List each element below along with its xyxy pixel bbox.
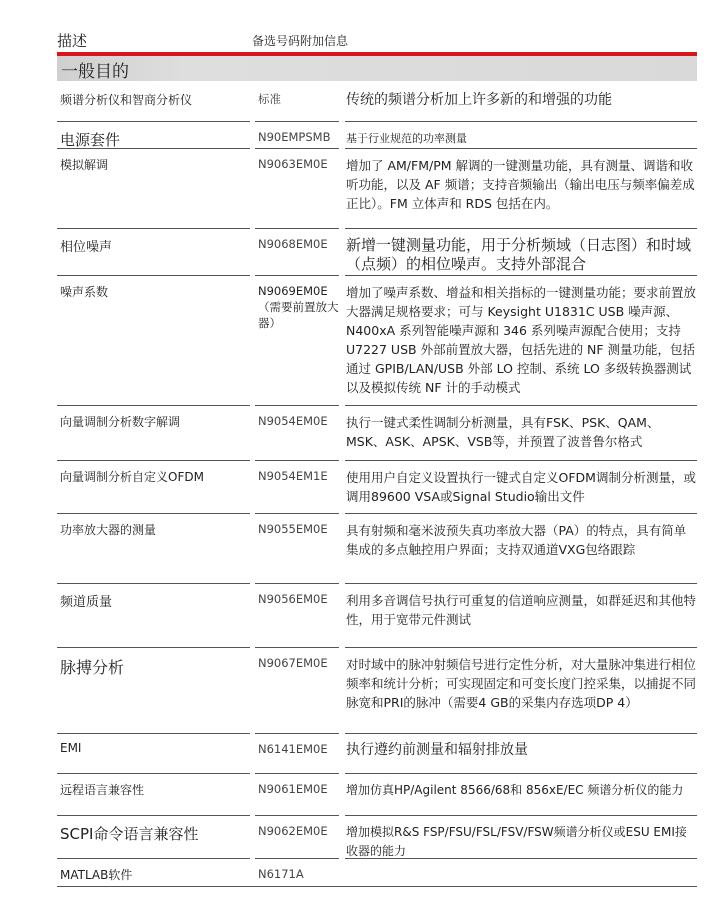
option-code: N9061EM0E [255, 773, 339, 815]
table-row [0, 773, 723, 815]
option-code: N6141EM0E [255, 733, 339, 773]
option-info: 使用用户自定义设置执行一键式自定义OFDM调制分析测量，或调用89600 VSA或Signal Studio输出文件 [345, 460, 697, 513]
option-description: 远程语言兼容性 [57, 773, 250, 815]
option-info: 执行遵约前测量和辐射排放量 [345, 733, 697, 773]
section-band [57, 56, 697, 81]
table-row [0, 228, 723, 275]
table-row [0, 84, 723, 121]
option-code: N6171A [255, 858, 339, 886]
table-row [0, 733, 723, 773]
column-header-option-info: 备选号码附加信息 [252, 34, 349, 48]
table-row [0, 858, 723, 886]
column-header-description: 描述 [57, 32, 88, 50]
option-code: N9054EM1E [255, 460, 339, 513]
option-description: 模拟解调 [57, 148, 250, 228]
option-info: 传统的频谱分析加上许多新的和增强的功能 [346, 92, 612, 108]
option-description: 电源套件 [57, 121, 250, 148]
table-row [0, 460, 723, 513]
option-code: N9062EM0E [255, 815, 339, 858]
table-bottom-divider [57, 886, 697, 887]
option-code: 标准 [258, 92, 281, 106]
table-row [0, 148, 723, 228]
option-info [345, 858, 697, 886]
option-info: 执行一键式柔性调制分析测量，具有FSK、PSK、QAM、MSK、ASK、APSK、VSB等，并预置了波普鲁尔格式 [345, 405, 697, 460]
option-description: 功率放大器的测量 [57, 513, 250, 583]
option-description: EMI [57, 733, 250, 773]
option-description: 向量调制分析数字解调 [57, 405, 250, 460]
table-row [0, 405, 723, 460]
table-row [0, 121, 723, 148]
option-description: MATLAB软件 [57, 858, 250, 886]
option-info: 新增一键测量功能，用于分析频域（日志图）和时域（点频）的相位噪声。支持外部混合 [345, 228, 697, 275]
option-info: 利用多音调信号执行可重复的信道响应测量，如群延迟和其他特性，用于宽带元件测试 [345, 583, 697, 647]
option-info: 增加模拟R&S FSP/FSU/FSL/FSV/FSW频谱分析仪或ESU EMI接收器的能力 [345, 815, 697, 858]
option-description: 脉搏分析 [57, 647, 250, 733]
option-info: 增加仿真HP/Agilent 8566/68和 856xE/EC 频谱分析仪的能力 [345, 773, 697, 815]
table-row [0, 647, 723, 733]
table-row [0, 275, 723, 405]
option-description: 频谱分析仪和智商分析仪 [60, 93, 193, 107]
table-row [0, 583, 723, 647]
section-title: 一般目的 [61, 62, 129, 82]
option-code: N9054EM0E [255, 405, 339, 460]
option-code: N9055EM0E [255, 513, 339, 583]
option-info: 对时域中的脉冲射频信号进行定性分析，对大量脉冲集进行相位频率和统计分析；可实现固定和可变长度门控采集，以捕捉不同脉宽和PRI的脉冲（需要4 GB的采集内存选项DP 4） [345, 647, 697, 733]
option-code: N9069EM0E （需要前置放大器） [255, 275, 339, 405]
option-description: 频道质量 [57, 583, 250, 647]
option-info: 增加了噪声系数、增益和相关指标的一键测量功能；要求前置放大器满足规格要求；可与 Keysight U1831C USB 噪声源、N400xA 系列智能噪声源和 346 系列噪声源配合使用；支持 U7227 USB 外部前置放大器，包括先进的 NF 测量功能，包括通过 GPIB/LAN/USB 外部 LO 控制、系统 LO 多级转换器测试以及模拟传统 NF 计的手动模式 [345, 275, 697, 405]
option-code: N9067EM0E [255, 647, 339, 733]
option-code: N90EMPSMB [255, 121, 339, 148]
option-code: N9068EM0E [255, 228, 339, 275]
option-info: 基于行业规范的功率测量 [345, 121, 697, 148]
option-description: 噪声系数 [57, 275, 250, 405]
option-description: SCPI命令语言兼容性 [57, 815, 250, 858]
table-row [0, 815, 723, 858]
option-info: 具有射频和毫米波预失真功率放大器（PA）的特点，具有简单集成的多点触控用户界面；支持双通道VXG包络跟踪 [345, 513, 697, 583]
option-info: 增加了 AM/FM/PM 解调的一键测量功能，具有测量、调谐和收听功能，以及 AF 频谱；支持音频输出（输出电压与频率偏差成正比）。FM 立体声和 RDS 包括在内。 [345, 148, 697, 228]
option-code: N9063EM0E [255, 148, 339, 228]
option-description: 向量调制分析自定义OFDM [57, 460, 250, 513]
option-description: 相位噪声 [57, 228, 250, 275]
option-code: N9056EM0E [255, 583, 339, 647]
table-row [0, 513, 723, 583]
